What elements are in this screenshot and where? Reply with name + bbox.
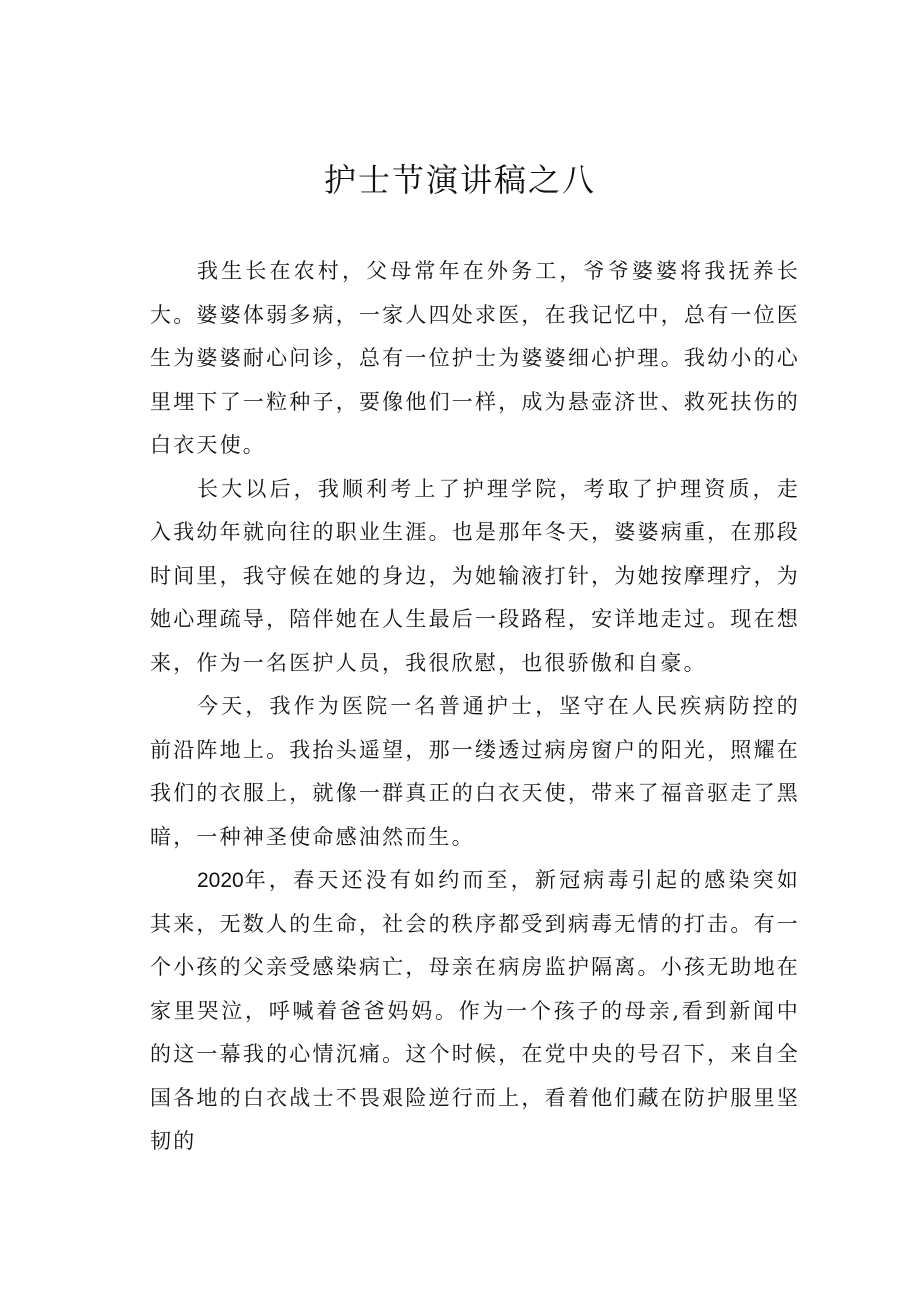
paragraph-4 [150,859,800,1164]
paragraph-3: 今天，我作为医院一名普通护士，坚守在人民疾病防控的前沿阵地上。我抬头遥望，那一缕透过病房窗户的阳光，照耀在我们的衣服上，就像一群真正的白衣天使，带来了福音驱走了黑暗，一种神圣使命感油然而生。 [150,694,800,849]
paragraph-4-text: 年，春天还没有如约而至，新冠病毒引起的感染突如其来，无数人的生命，社会的秩序都受到病毒无情的打击。有一个小孩的父亲受感染病亡，母亲在病房监护隔离。小孩无助地在家里哭泣，呼喊着爸爸妈妈。作为一个孩子的母亲,看到新闻中的这一幕我的心情沉痛。这个时候，在党中央的号召下，来自全国各地的白衣战士不畏艰险逆行而上，看着他们藏在防护服里坚韧的 [150,868,800,1153]
paragraph-4-year: 2020 [197,869,244,892]
page-title: 护士节演讲稿之八 [323,161,596,199]
paragraph-1: 我生长在农村，父母常年在外务工，爷爷婆婆将我抚养长大。婆婆体弱多病，一家人四处求医，在我记忆中，总有一位医生为婆婆耐心问诊，总有一位护士为婆婆细心护理。我幼小的心里埋下了一粒种子，要像他们一样，成为悬壶济世、救死扶伤的白衣天使。 [150,259,800,457]
paragraph-2: 长大以后，我顺利考上了护理学院，考取了护理资质，走入我幼年就向往的职业生涯。也是那年冬天，婆婆病重，在那段时间里，我守候在她的身边，为她输液打针，为她按摩理疗，为她心理疏导，陪伴她在人生最后一段路程，安详地走过。现在想来，作为一名医护人员，我很欣慰，也很骄傲和自豪。 [150,476,800,675]
document-body [150,250,800,1164]
